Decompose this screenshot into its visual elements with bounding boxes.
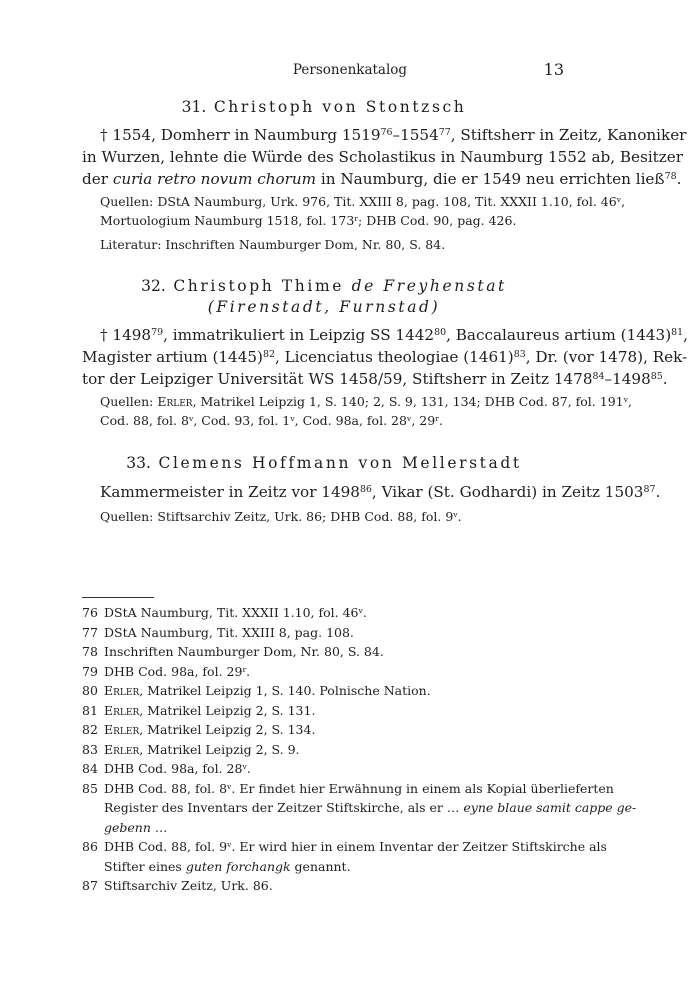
- footnotes: [82, 603, 637, 896]
- entry-heading-32: [82, 277, 566, 295]
- entry-literature-31: Literatur: Inschriften Naumburger Dom, Nr. 80, S. 84.: [100, 237, 446, 252]
- entry-body-31: [82, 124, 687, 190]
- body-line: † 1498$^{79}$, immatrikuliert in Leipzig SS 1442$^{80}$, Baccalaureus artium $(1443)^{81}$,: [100, 326, 688, 344]
- footnote: 86 DHB Cod. 88, fol. 9$^v$. Er wird hier in einem Inventar der Zeitzer Stiftskirche als Stifter eines guten forchangk genannt.: [82, 839, 607, 874]
- footnote: 77 DStA Naumburg, Tit. XXIII 8, pag. 108.: [82, 624, 354, 640]
- body-line: Kammermeister in Zeitz vor 1498$^{86}$, Vikar (St. Godhardi) in Zeitz 1503$^{87}$.: [100, 483, 661, 501]
- page-number: 13: [543, 60, 564, 79]
- sources-line: Quellen: DStA Naumburg, Urk. 976, Tit. XXIII 8, pag. 108, Tit. XXXII 1.10, fol. 46$^v$,: [100, 194, 626, 209]
- entry-body-32: [82, 324, 688, 390]
- entry-number: 33.: [126, 454, 151, 472]
- entry-body-33: [82, 481, 661, 503]
- running-title: Personenkatalog: [292, 62, 408, 78]
- entry-name-suffix: de Freyhenstat: [351, 277, 507, 295]
- footnote: 76 DStA Naumburg, Tit. XXXII 1.10, fol. 46$^v$.: [82, 605, 367, 620]
- entry-heading-31: [82, 98, 566, 116]
- footnote: 87 Stiftsarchiv Zeitz, Urk. 86.: [82, 878, 273, 893]
- entry-heading-33: [82, 454, 566, 472]
- sources-line: Quellen: Stiftsarchiv Zeitz, Urk. 86; DHB Cod. 88, fol. 9$^v$.: [100, 509, 462, 524]
- body-line: Magister artium $(1445)^{82}$, Licenciatus theologiae $(1461)^{83}$, Dr. (vor 1478), Rek-: [82, 348, 688, 366]
- entry-name: Clemens Hoffmann von Mellerstadt: [158, 454, 522, 472]
- entry-name-variants-32: (Firenstadt, Furnstad): [207, 298, 441, 316]
- entry-sources-33: [100, 507, 566, 526]
- footnote: 78 Inschriften Naumburger Dom, Nr. 80, S. 84.: [82, 644, 384, 659]
- sources-line: Mortuologium Naumburg 1518, fol. 173$^r$; DHB Cod. 90, pag. 426.: [100, 213, 517, 228]
- body-line: in Wurzen, lehnte die Würde des Scholastikus in Naumburg 1552 ab, Besitzer: [82, 148, 684, 166]
- footnote-rule: [82, 597, 154, 598]
- sources-line: Quellen: Erler, Matrikel Leipzig 1, S. 140; 2, S. 9, 131, 134; DHB Cod. 87, fol. 191$^v$,: [100, 394, 632, 409]
- entry-sources-31: [100, 192, 626, 230]
- footnote: 80 Erler, Matrikel Leipzig 1, S. 140. Polnische Nation.: [82, 683, 431, 698]
- footnote: 84 DHB Cod. 98a, fol. 28$^v$.: [82, 761, 251, 776]
- footnote: 82 Erler, Matrikel Leipzig 2, S. 134.: [82, 722, 316, 737]
- running-head: [0, 60, 700, 82]
- sources-line: Cod. 88, fol. 8$^v$, Cod. 93, fol. 1$^v$, Cod. 98a, fol. 28$^v$, 29$^r$.: [100, 413, 443, 428]
- entry-sources-32: [100, 392, 632, 430]
- entry-name: Christoph von Stontzsch: [213, 98, 467, 116]
- entry-name: Christoph Thime: [173, 277, 345, 295]
- body-line: † 1554, Domherr in Naumburg 1519$^{76}$–1554$^{77}$, Stiftsherr in Zeitz, Kanoniker: [100, 126, 687, 144]
- body-line: der curia retro novum chorum in Naumburg, die er 1549 neu errichten ließ$^{78}$.: [82, 170, 682, 188]
- footnote: 81 Erler, Matrikel Leipzig 2, S. 131.: [82, 702, 316, 718]
- footnote: 85 DHB Cod. 88, fol. 8$^v$. Er findet hier Erwähnung in einem als Kopial überlieferten Register des Inventars der Zeitzer Stiftskirche, als er … eyne blaue samit cappe ge- gebenn …: [82, 780, 637, 835]
- entry-number: 32.: [141, 277, 166, 295]
- footnote: 79 DHB Cod. 98a, fol. 29$^r$.: [82, 663, 251, 679]
- entry-number: 31.: [181, 98, 207, 116]
- footnote: 83 Erler, Matrikel Leipzig 2, S. 9.: [82, 741, 300, 757]
- body-line: tor der Leipziger Universität WS 1458/59, Stiftsherr in Zeitz 1478$^{84}$–1498$^{85}$.: [82, 370, 668, 388]
